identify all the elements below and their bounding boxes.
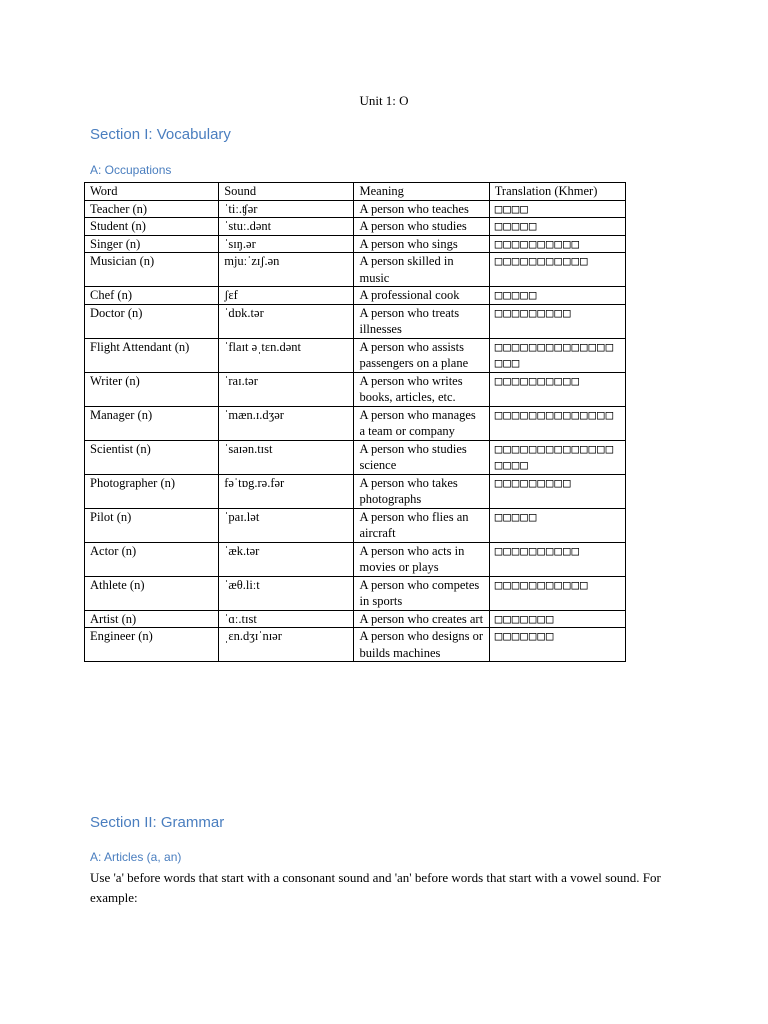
cell-meaning: A person skilled in music [354,253,489,287]
cell-word: Writer (n) [85,372,219,406]
cell-sound: ʃɛf [219,287,354,305]
cell-translation: □□□□□□□□□□ [489,372,625,406]
cell-word: Engineer (n) [85,628,219,662]
cell-word: Actor (n) [85,542,219,576]
cell-word: Athlete (n) [85,576,219,610]
cell-sound: ˈpaɪ.lət [219,508,354,542]
cell-sound: ˈmæn.ɪ.dʒər [219,406,354,440]
cell-meaning: A person who studies [354,218,489,236]
cell-translation: □□□□□□□□□□□ [489,576,625,610]
cell-word: Flight Attendant (n) [85,338,219,372]
cell-translation: □□□□□ [489,508,625,542]
cell-meaning: A person who sings [354,235,489,253]
cell-translation: □□□□□ [489,218,625,236]
table-row [85,218,626,236]
cell-meaning: A person who writes books, articles, etc. [354,372,489,406]
header-word: Word [85,183,219,201]
articles-body-text: Use 'a' before words that start with a consonant sound and 'an' before words that start with a vowel sound. For example: [90,870,661,905]
table-row [85,287,626,305]
cell-word: Teacher (n) [85,200,219,218]
cell-translation: □□□□□□□□□□ [489,235,625,253]
cell-translation: □□□□□□□□□□□ [489,253,625,287]
table-row [85,372,626,406]
cell-meaning: A person who acts in movies or plays [354,542,489,576]
cell-translation: □□□□ [489,200,625,218]
cell-translation: □□□□□□□□□□ [489,542,625,576]
table-row [85,338,626,372]
table-row [85,628,626,662]
table-row [85,440,626,474]
cell-sound: ˈstuː.dənt [219,218,354,236]
cell-meaning: A person who competes in sports [354,576,489,610]
table-row [85,235,626,253]
cell-translation: □□□□□□□□□ [489,474,625,508]
cell-meaning: A person who studies science [354,440,489,474]
cell-sound: mjuːˈzɪʃ.ən [219,253,354,287]
header-translation: Translation (Khmer) [489,183,625,201]
table-row [85,253,626,287]
table-header-row [85,183,626,201]
cell-sound: ˌɛn.dʒɪˈnɪər [219,628,354,662]
cell-word: Artist (n) [85,610,219,628]
cell-sound: ˈæk.tər [219,542,354,576]
cell-sound: ˈtiː.ʧər [219,200,354,218]
cell-word: Student (n) [85,218,219,236]
cell-meaning: A person who assists passengers on a plane [354,338,489,372]
occupations-subheading: A: Occupations [90,163,172,177]
cell-sound: ˈsaɪən.tɪst [219,440,354,474]
cell-translation: □□□□□□□ [489,610,625,628]
cell-meaning: A person who creates art [354,610,489,628]
cell-translation: □□□□□□□□□□□□□□□□□□ [489,440,625,474]
cell-word: Pilot (n) [85,508,219,542]
cell-sound: fəˈtɒg.rə.fər [219,474,354,508]
cell-sound: ˈflaɪt əˌtɛn.dənt [219,338,354,372]
cell-meaning: A professional cook [354,287,489,305]
cell-sound: ˈɑː.tɪst [219,610,354,628]
table-row [85,474,626,508]
cell-meaning: A person who treats illnesses [354,304,489,338]
cell-word: Musician (n) [85,253,219,287]
cell-sound: ˈdɒk.tər [219,304,354,338]
vocabulary-table [84,182,626,662]
section-vocabulary-heading: Section I: Vocabulary [90,126,231,143]
unit-title: Unit 1: O [359,93,409,108]
cell-meaning: A person who flies an aircraft [354,508,489,542]
table-row [85,576,626,610]
table-row [85,610,626,628]
header-meaning: Meaning [354,183,489,201]
cell-meaning: A person who teaches [354,200,489,218]
cell-word: Manager (n) [85,406,219,440]
articles-subheading: A: Articles (a, an) [90,850,182,864]
table-row [85,304,626,338]
table-row [85,542,626,576]
cell-sound: ˈæθ.liːt [219,576,354,610]
cell-sound: ˈraɪ.tər [219,372,354,406]
cell-meaning: A person who manages a team or company [354,406,489,440]
cell-word: Chef (n) [85,287,219,305]
header-sound: Sound [219,183,354,201]
cell-translation: □□□□□□□□□□□□□□ [489,406,625,440]
cell-translation: □□□□□ [489,287,625,305]
cell-word: Singer (n) [85,235,219,253]
cell-meaning: A person who takes photographs [354,474,489,508]
table-row [85,508,626,542]
cell-translation: □□□□□□□□□□□□□□□□□ [489,338,625,372]
cell-meaning: A person who designs or builds machines [354,628,489,662]
cell-translation: □□□□□□□□□ [489,304,625,338]
cell-translation: □□□□□□□ [489,628,625,662]
section-grammar-heading: Section II: Grammar [90,814,225,831]
cell-word: Photographer (n) [85,474,219,508]
cell-word: Scientist (n) [85,440,219,474]
cell-sound: ˈsɪŋ.ər [219,235,354,253]
table-row [85,406,626,440]
table-row [85,200,626,218]
cell-word: Doctor (n) [85,304,219,338]
